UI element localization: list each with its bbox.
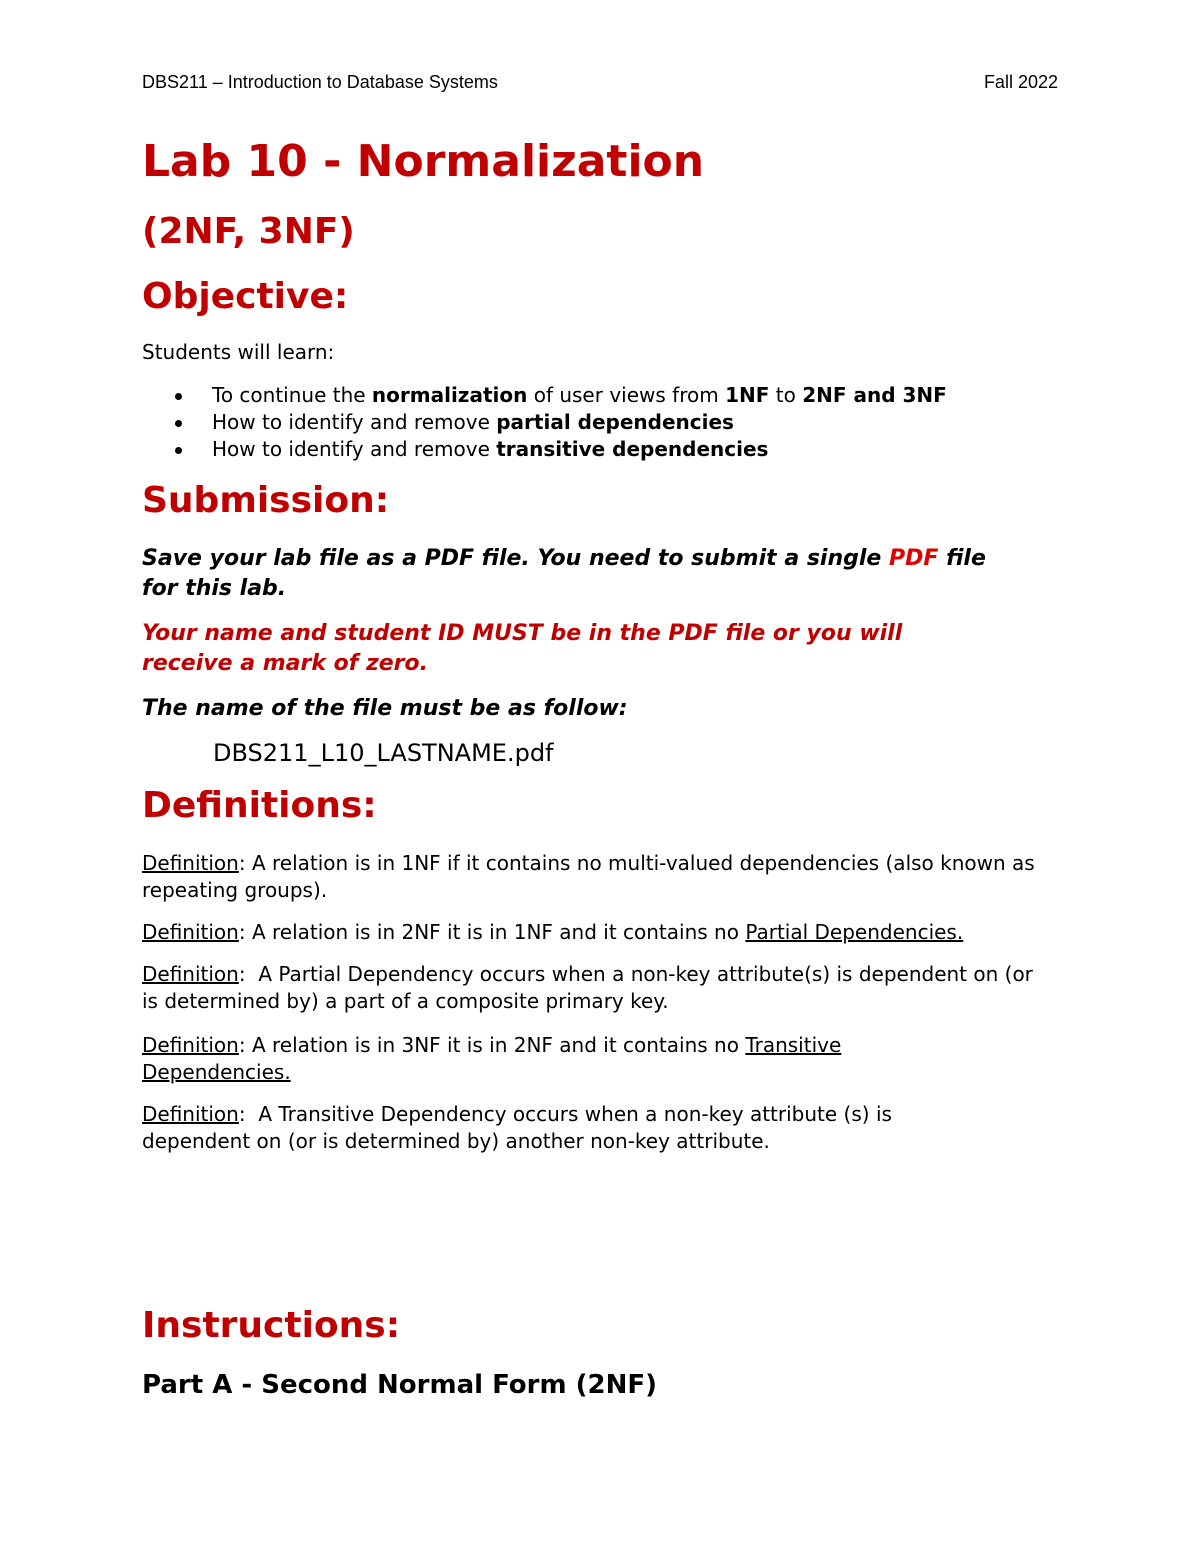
definition-1nf: Definition: A relation is in 1NF if it contains no multi-valued dependencies (also known as repeating groups). [142, 851, 1035, 902]
submission-instruction: Save your lab file as a PDF file. You need to submit a single PDF file for this lab. [142, 546, 986, 601]
list-item: How to identify and remove partial dependencies [142, 409, 947, 436]
filename-label: The name of the file must be as follow: [142, 696, 628, 721]
submission-heading: Submission: [142, 480, 390, 521]
term: Fall 2022 [983, 72, 1058, 92]
definition-3nf: Definition: A relation is in 3NF it is in 2NF and it contains no Transitive Dependencies. [142, 1033, 842, 1084]
objective-intro: Students will learn: [142, 340, 335, 364]
page-header [142, 72, 1058, 98]
objective-heading: Objective: [142, 276, 349, 317]
objective-list [142, 382, 947, 463]
list-item: How to identify and remove transitive dependencies [142, 436, 947, 463]
lab-subtitle: (2NF, 3NF) [142, 211, 355, 252]
lab-title: Lab 10 - Normalization [142, 136, 705, 187]
definitions-heading: Definitions: [142, 785, 377, 826]
definition-transitive-dependency: Definition: A Transitive Dependency occurs when a non-key attribute (s) is dependent on (or is determined by) another non-key attribute. [142, 1102, 892, 1153]
instructions-heading: Instructions: [142, 1305, 401, 1346]
list-item: To continue the normalization of user views from 1NF to 2NF and 3NF [142, 382, 947, 409]
submission-warning: Your name and student ID MUST be in the PDF file or you will receive a mark of zero. [142, 621, 903, 676]
bullet-icon [175, 420, 182, 427]
bullet-icon [175, 393, 182, 400]
part-a-heading: Part A - Second Normal Form (2NF) [142, 1370, 657, 1400]
bullet-icon [175, 447, 182, 454]
definition-2nf: Definition: A relation is in 2NF it is in 1NF and it contains no Partial Dependencies. [142, 920, 964, 944]
course-name: DBS211 – Introduction to Database Systems [142, 72, 498, 92]
filename-example: DBS211_L10_LASTNAME.pdf [213, 739, 554, 767]
definition-partial-dependency: Definition: A Partial Dependency occurs when a non-key attribute(s) is dependent on (or is determined by) a part of a composite primary key. [142, 962, 1033, 1013]
